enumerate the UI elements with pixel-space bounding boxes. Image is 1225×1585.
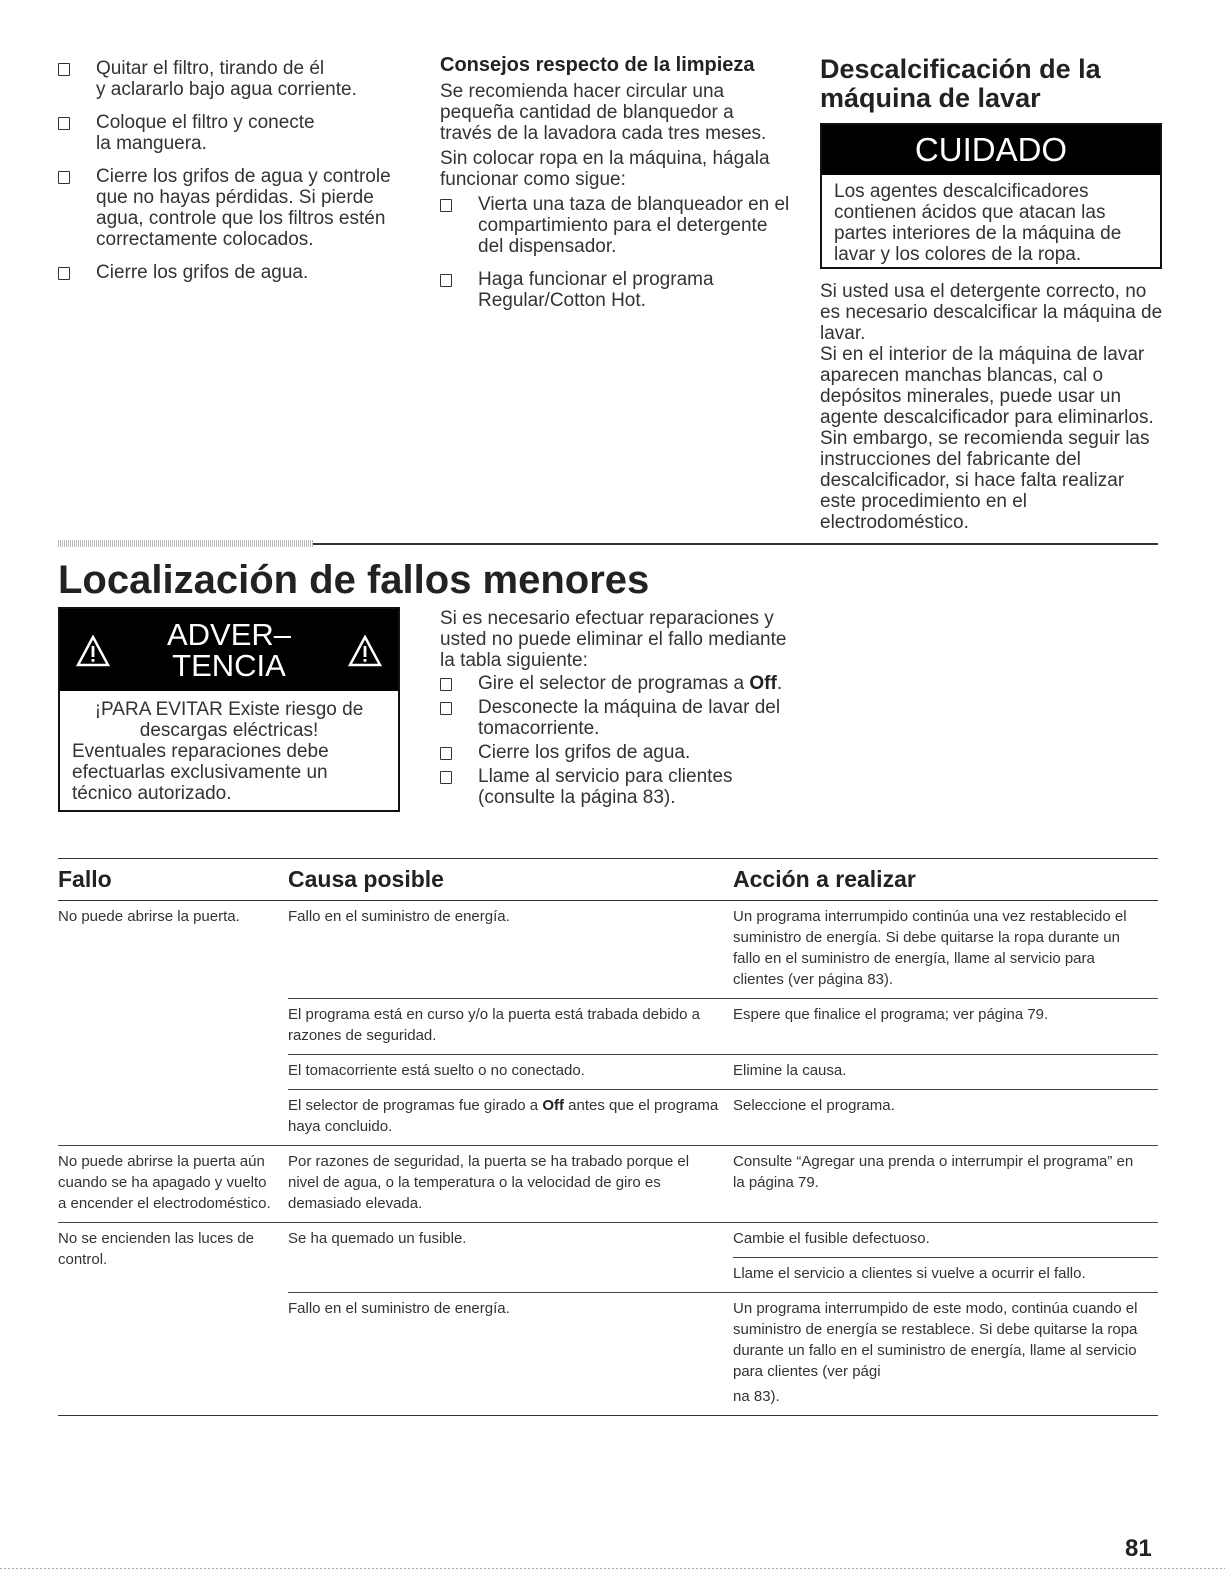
action-cell: Espere que finalice el programa; ver página 79. — [733, 999, 1158, 1055]
column-header-cause: Causa posible — [288, 859, 733, 901]
fault-cell: No puede abrirse la puerta aún cuando se ha apagado y vuelto a encender el electrodoméstico. — [58, 1146, 288, 1223]
filter-steps-list — [58, 58, 403, 295]
table-row — [58, 1223, 1158, 1258]
warning-triangle-icon — [76, 635, 110, 667]
descaling-text: Sin embargo, se recomienda seguir las instrucciones del fabricante del descalcificador, si hace falta realizar este procedimiento en el electrodoméstico. — [820, 428, 1150, 533]
list-item: Cierre los grifos de agua. — [440, 742, 790, 763]
action-cell: Seleccione el programa. — [733, 1090, 1158, 1146]
page-bottom-rule — [0, 1568, 1225, 1569]
list-item: Cierre los grifos de agua y controle que no hayas pérdidas. Si pierde agua, controle que los filtros estén correctamente colocados. — [58, 166, 403, 250]
descaling-title: Descalcificación de la máquina de lavar — [820, 54, 1101, 113]
caution-box — [820, 123, 1162, 269]
list-item: Coloque el filtro y conecte la manguera. — [58, 112, 403, 154]
warning-header — [60, 609, 398, 691]
table-row — [58, 1146, 1158, 1223]
descaling-text: Si usted usa el detergente correcto, no es necesario descalcificar la máquina de lavar. — [820, 281, 1163, 344]
page-number: 81 — [1125, 1535, 1152, 1562]
warning-body — [60, 691, 398, 810]
list-item: Quitar el filtro, tirando de él y aclararlo bajo agua corriente. — [58, 58, 403, 100]
cleaning-tips-section — [440, 55, 790, 323]
caution-text: Los agentes descalcificadores contienen ácidos que atacan las partes interiores de la máquina de lavar y los colores de la ropa. — [834, 181, 1122, 265]
checkbox-bullet-icon — [440, 678, 452, 691]
list-item: Vierta una taza de blanqueador en el compartimiento para el detergente del dispensador. — [440, 194, 790, 257]
list-item: Haga funcionar el programa Regular/Cotton Hot. — [440, 269, 790, 311]
checkbox-bullet-icon — [440, 747, 452, 760]
action-cell: Llame el servicio a clientes si vuelve a ocurrir el fallo. — [733, 1258, 1158, 1293]
warning-text: Eventuales reparaciones debe efectuarlas exclusivamente un técnico autorizado. — [72, 741, 329, 804]
section-title: Localización de fallos menores — [58, 558, 650, 602]
cleaning-steps-list — [440, 194, 790, 311]
checkbox-bullet-icon — [440, 702, 452, 715]
cause-cell: El selector de programas fue girado a Off antes que el programa haya concluido. — [288, 1090, 733, 1146]
table-row — [58, 901, 1158, 999]
warning-label-line1: ADVER– — [166, 617, 292, 652]
action-cell: Un programa interrumpido continúa una vez restablecido el suministro de energía. Si debe quitarse la ropa durante un fallo en el suministro de energía, llame al servicio para clientes (ver página 83). — [733, 901, 1158, 999]
action-cell: Elimine la causa. — [733, 1055, 1158, 1090]
checkbox-bullet-icon — [58, 63, 70, 76]
section-divider-hatch — [58, 540, 313, 547]
descaling-section — [820, 55, 1165, 533]
checkbox-bullet-icon — [440, 771, 452, 784]
action-cell: Un programa interrumpido de este modo, continúa cuando el suministro de energía se restablece. Si debe quitarse la ropa durante un fallo en el suministro de energía, llame al servicio para clientes (ver pági na 83). — [733, 1300, 1138, 1405]
checkbox-bullet-icon — [440, 274, 452, 287]
checkbox-bullet-icon — [440, 199, 452, 212]
list-item: Cierre los grifos de agua. — [58, 262, 403, 283]
cause-cell: Fallo en el suministro de energía. — [288, 1300, 510, 1317]
warning-label-line2: TENCIA — [172, 648, 286, 683]
descaling-text: Si en el interior de la máquina de lavar aparecen manchas blancas, cal o depósitos minerales, puede usar un agente descalcificador para eliminarlos. — [820, 344, 1154, 428]
fault-cell: No se encienden las luces de control. — [58, 1230, 254, 1268]
checkbox-bullet-icon — [58, 267, 70, 280]
list-item: Gire el selector de programas a Off. — [440, 673, 790, 694]
cleaning-tips-text: Se recomienda hacer circular una pequeña cantidad de blanquedor a través de la lavadora cada tres meses. — [440, 81, 767, 144]
fault-cell: No puede abrirse la puerta. — [58, 901, 288, 1146]
cleaning-tips-text: Sin colocar ropa en la máquina, hágala funcionar como sigue: — [440, 148, 770, 190]
cause-cell: Por razones de seguridad, la puerta se ha trabado porque el nivel de agua, o la temperatura o la velocidad de giro es demasiado elevada. — [288, 1146, 733, 1223]
repair-intro — [440, 608, 790, 811]
action-cell: Cambie el fusible defectuoso. — [733, 1223, 1158, 1258]
table-header-row — [58, 859, 1158, 901]
list-item: Llame al servicio para clientes (consulte la página 83). — [440, 766, 790, 808]
intro-text: Si es necesario efectuar reparaciones y usted no puede eliminar el fallo mediante la tabla siguiente: — [440, 608, 787, 671]
warning-box — [58, 607, 400, 812]
warning-text: ¡PARA EVITAR Existe riesgo de descargas eléctricas! — [94, 699, 364, 741]
warning-triangle-icon — [348, 635, 382, 667]
cause-cell: El programa está en curso y/o la puerta está trabada debido a razones de seguridad. — [288, 999, 733, 1055]
repair-steps-list — [440, 673, 790, 808]
checkbox-bullet-icon — [58, 171, 70, 184]
caution-label: CUIDADO — [822, 125, 1160, 175]
column-header-action: Acción a realizar — [733, 859, 1158, 901]
checkbox-bullet-icon — [58, 117, 70, 130]
cause-cell: Se ha quemado un fusible. — [288, 1223, 733, 1293]
action-cell: Consulte “Agregar una prenda o interrumpir el programa” en la página 79. — [733, 1146, 1158, 1223]
cause-cell: El tomacorriente está suelto o no conectado. — [288, 1055, 733, 1090]
cleaning-tips-title: Consejos respecto de la limpieza — [440, 54, 755, 76]
column-header-fault: Fallo — [58, 859, 288, 901]
list-item: Desconecte la máquina de lavar del tomacorriente. — [440, 697, 790, 739]
cause-cell: Fallo en el suministro de energía. — [288, 901, 733, 999]
troubleshooting-table — [58, 858, 1158, 1416]
